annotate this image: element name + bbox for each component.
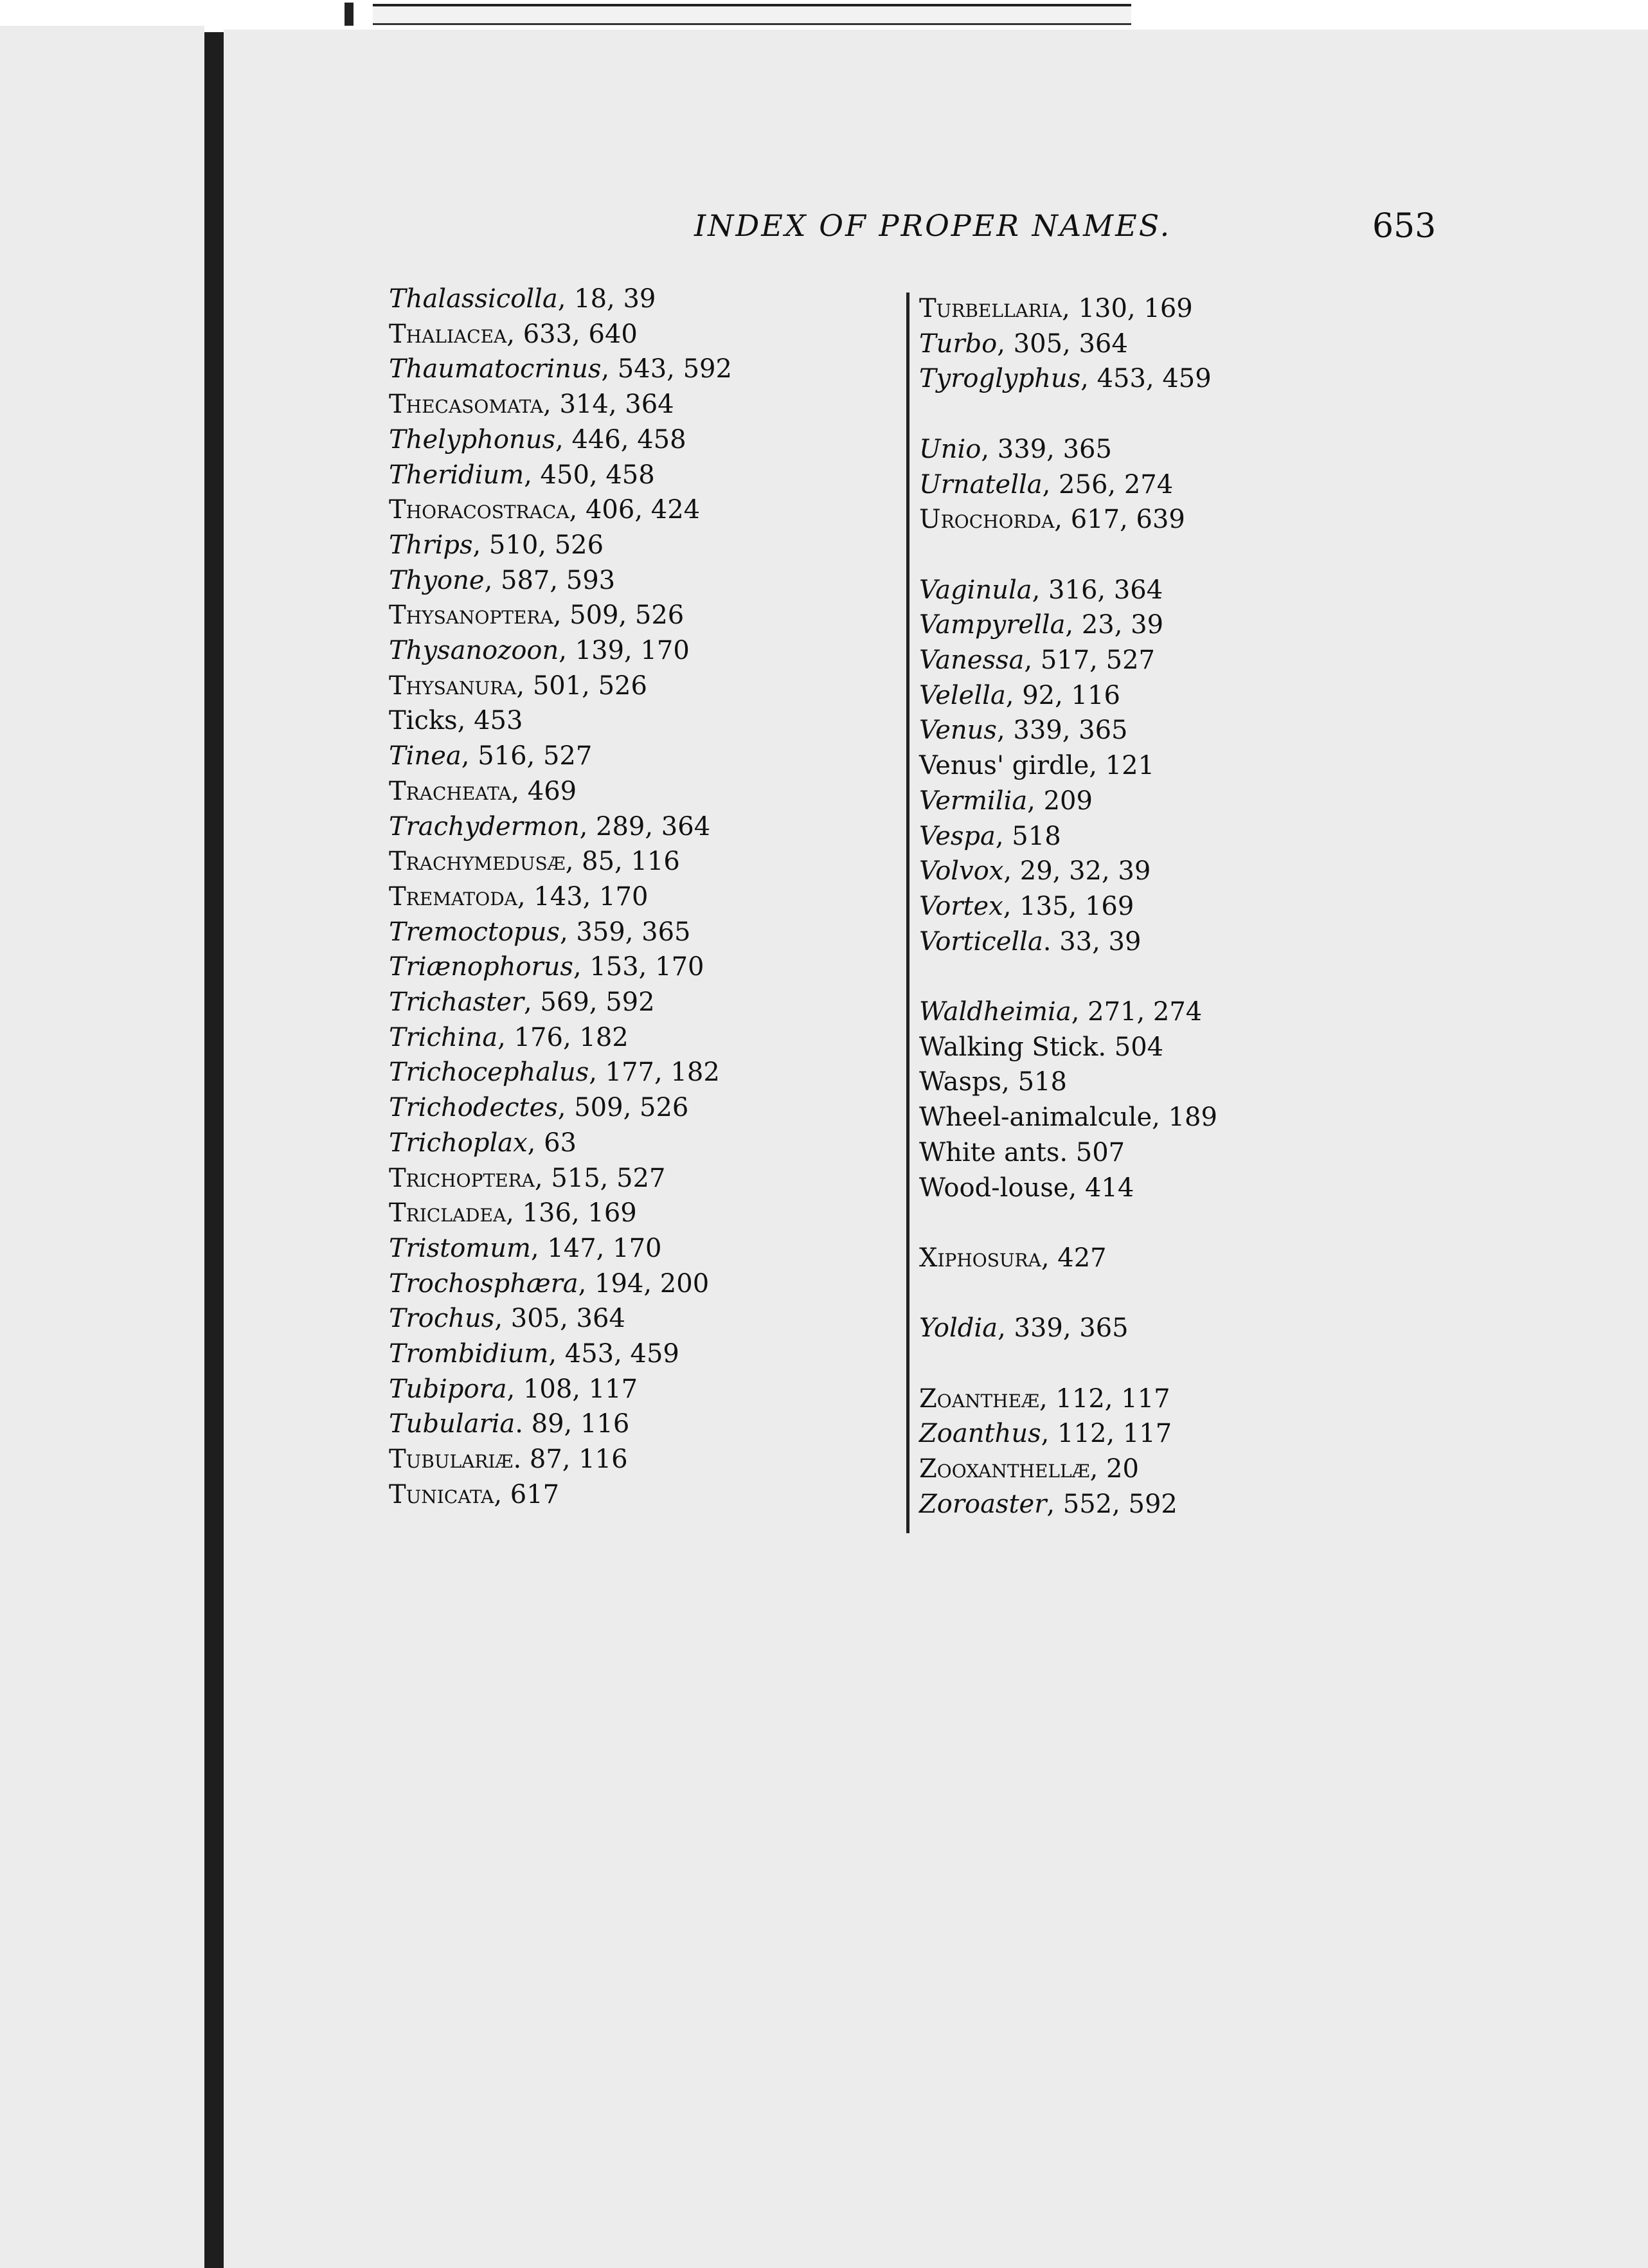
entry-name: Wheel-animalcule — [919, 1102, 1152, 1133]
entry-pages: . 507 — [1059, 1137, 1125, 1167]
index-entry — [389, 1338, 679, 1372]
entry-name: Zooxanthellæ — [919, 1454, 1090, 1484]
index-entry — [389, 740, 592, 775]
entry-name: Tyroglyphus — [919, 364, 1081, 394]
entry-name: Unio — [919, 434, 981, 464]
index-entry — [389, 1443, 628, 1478]
entry-pages: , 569, 592 — [524, 987, 655, 1017]
entry-name: White ants — [919, 1137, 1060, 1167]
entry-name: Vorticella — [919, 926, 1043, 957]
index-entry — [919, 292, 1193, 327]
entry-pages: , 305, 364 — [494, 1304, 625, 1334]
entry-pages: . 87, 116 — [513, 1444, 628, 1475]
index-entry — [389, 1162, 665, 1197]
entry-pages: , 316, 364 — [1032, 575, 1163, 605]
entry-name: Thysanoptera — [389, 600, 553, 631]
index-entry — [389, 599, 684, 634]
entry-pages: , 587, 593 — [484, 565, 616, 595]
entry-pages: , 139, 170 — [559, 636, 690, 665]
index-entry — [389, 564, 615, 599]
entry-name: Tubulariæ — [389, 1444, 514, 1475]
entry-pages: , 453, 459 — [548, 1339, 679, 1369]
index-entry — [919, 469, 1173, 503]
entry-pages: , 112, 117 — [1041, 1419, 1172, 1449]
index-entry — [389, 951, 704, 986]
index-entry — [919, 1418, 1172, 1452]
entry-pages: , 314, 364 — [543, 390, 674, 420]
index-entry — [389, 1197, 637, 1232]
entry-pages: , 509, 526 — [557, 1093, 689, 1123]
entry-pages: , 453 — [457, 706, 523, 736]
entry-name: Tinea — [389, 741, 461, 771]
index-entry — [919, 503, 1185, 538]
index-entry — [389, 318, 638, 353]
entry-pages: , 177, 182 — [589, 1058, 720, 1088]
entry-name: Vaginula — [919, 575, 1032, 605]
entry-pages: , 543, 592 — [601, 354, 732, 384]
index-entry — [919, 750, 1154, 784]
entry-pages: , 18, 39 — [557, 284, 656, 314]
entry-name: Thelyphonus — [389, 424, 556, 455]
entry-name: Triænophorus — [389, 952, 573, 982]
entry-name: Vampyrella — [919, 610, 1066, 640]
index-entry — [919, 714, 1128, 749]
entry-name: Tubularia — [389, 1409, 515, 1439]
entry-pages: , 23, 39 — [1065, 610, 1164, 640]
entry-name: Vortex — [919, 891, 1003, 921]
entry-pages: , 515, 527 — [534, 1163, 666, 1193]
entry-name: Volvox — [919, 856, 1004, 887]
entry-pages: . 33, 39 — [1043, 926, 1142, 957]
entry-name: Tristomum — [389, 1233, 531, 1263]
index-entry — [389, 986, 655, 1021]
entry-name: Walking Stick — [919, 1032, 1098, 1062]
entry-name: Zoantheæ — [919, 1383, 1040, 1414]
index-entry — [389, 1127, 577, 1162]
entry-name: Zoroaster — [919, 1489, 1047, 1519]
entry-pages: , 20 — [1089, 1454, 1139, 1484]
entry-name: Wood-louse — [919, 1173, 1069, 1203]
index-entry — [389, 459, 655, 494]
index-entry — [919, 1383, 1170, 1418]
entry-name: Venus — [919, 716, 997, 746]
entry-name: Xiphosura — [919, 1243, 1041, 1273]
index-entry — [919, 644, 1155, 679]
index-entry — [389, 670, 647, 705]
entry-pages: , 143, 170 — [517, 881, 649, 912]
entry-pages: , 510, 526 — [472, 530, 604, 560]
entry-name: Zoanthus — [919, 1419, 1041, 1449]
entry-pages: , 617 — [494, 1479, 560, 1509]
entry-pages: , 453, 459 — [1080, 364, 1212, 394]
index-entry — [389, 388, 674, 423]
index-entry — [389, 424, 686, 458]
entry-pages: , 517, 527 — [1024, 645, 1155, 675]
index-entry — [389, 1302, 625, 1337]
index-entry — [389, 529, 604, 564]
entry-pages: , 414 — [1068, 1173, 1134, 1203]
entry-pages: , 121 — [1089, 751, 1155, 781]
entry-name: Turbo — [919, 328, 998, 359]
index-entry — [919, 574, 1163, 609]
entry-pages: , 189 — [1152, 1102, 1217, 1133]
index-entry — [389, 1092, 688, 1126]
index-entry — [919, 609, 1163, 644]
entry-name: Tricladea — [389, 1198, 506, 1228]
entry-pages: , 518 — [995, 821, 1061, 851]
entry-pages: , 633, 640 — [506, 319, 638, 349]
scanner-mark — [345, 3, 354, 26]
entry-pages: , 305, 364 — [997, 328, 1128, 359]
entry-name: Venus' girdle — [919, 751, 1089, 781]
entry-name: Trichoptera — [389, 1163, 535, 1193]
entry-name: Thecasomata — [389, 390, 544, 420]
entry-pages: . 89, 116 — [515, 1409, 630, 1439]
entry-pages: , 509, 526 — [553, 600, 685, 631]
index-entry — [919, 855, 1151, 890]
index-entry — [919, 328, 1128, 363]
entry-name: Tubipora — [389, 1374, 507, 1404]
entry-pages: , 209 — [1027, 786, 1093, 816]
entry-pages: , 29, 32, 39 — [1003, 856, 1151, 887]
entry-pages: , 194, 200 — [578, 1268, 710, 1299]
entry-name: Trombidium — [389, 1339, 549, 1369]
entry-pages: , 271, 274 — [1071, 997, 1203, 1027]
index-entry — [389, 283, 656, 318]
entry-name: Thysanura — [389, 670, 517, 701]
index-entry — [389, 634, 690, 669]
entry-name: Urnatella — [919, 469, 1043, 500]
entry-pages: , 112, 117 — [1039, 1383, 1170, 1414]
index-entry — [919, 1101, 1217, 1136]
entry-pages: , 63 — [527, 1128, 577, 1158]
entry-name: Vermilia — [919, 786, 1028, 816]
entry-pages: , 516, 527 — [461, 741, 593, 771]
entry-name: Trachymedusæ — [389, 847, 566, 877]
entry-pages: , 153, 170 — [573, 952, 704, 982]
entry-name: Trochosphæra — [389, 1268, 578, 1299]
entry-name: Thrips — [389, 530, 473, 560]
entry-name: Urochorda — [919, 505, 1055, 535]
index-entry — [389, 705, 523, 739]
entry-pages: , 136, 169 — [506, 1198, 637, 1228]
index-entry — [389, 1373, 638, 1408]
index-entry — [919, 1242, 1107, 1277]
column-rule — [906, 292, 909, 1533]
entry-pages: , 617, 639 — [1054, 505, 1185, 535]
entry-name: Thysanozoon — [389, 636, 559, 665]
index-entry — [389, 1408, 629, 1443]
index-entry — [389, 1232, 661, 1267]
entry-name: Waldheimia — [919, 997, 1071, 1027]
running-header: INDEX OF PROPER NAMES. — [694, 208, 1172, 243]
entry-name: Trichaster — [389, 987, 524, 1017]
entry-pages: , 256, 274 — [1042, 469, 1174, 500]
index-entry — [919, 1066, 1067, 1101]
entry-pages: , 552, 592 — [1046, 1489, 1178, 1519]
index-entry — [919, 680, 1120, 714]
entry-pages: , 359, 365 — [559, 917, 691, 947]
index-entry — [389, 1022, 629, 1056]
entry-name: Thaumatocrinus — [389, 354, 602, 384]
entry-pages: , 130, 169 — [1062, 294, 1193, 323]
entry-pages: , 147, 170 — [530, 1233, 662, 1263]
entry-name: Trichina — [389, 1022, 498, 1052]
index-entry — [919, 1031, 1163, 1066]
entry-name: Wasps — [919, 1067, 1002, 1097]
entry-name: Vespa — [919, 821, 996, 851]
entry-pages: , 339, 365 — [996, 716, 1128, 746]
entry-name: Trachydermon — [389, 811, 580, 842]
entry-name: Tracheata — [389, 776, 512, 806]
index-entry — [919, 890, 1134, 925]
entry-name: Trematoda — [389, 881, 517, 912]
entry-pages: , 501, 526 — [516, 670, 647, 701]
index-entry — [389, 775, 577, 810]
entry-name: Trichoplax — [389, 1128, 528, 1158]
entry-pages: , 85, 116 — [565, 847, 680, 877]
entry-name: Trichocephalus — [389, 1058, 589, 1088]
index-entry — [919, 433, 1112, 468]
index-entry — [389, 494, 700, 528]
entry-pages: , 427 — [1041, 1243, 1107, 1273]
entry-pages: , 92, 116 — [1005, 680, 1120, 710]
entry-pages: , 469 — [511, 776, 577, 806]
entry-name: Thalassicolla — [389, 284, 558, 314]
index-entry — [389, 881, 648, 915]
entry-pages: . 504 — [1098, 1032, 1164, 1062]
index-entry — [919, 1453, 1139, 1488]
page-number: 653 — [1372, 207, 1437, 246]
index-entry — [919, 1137, 1125, 1171]
entry-pages: , 176, 182 — [497, 1022, 629, 1052]
index-entry — [919, 996, 1202, 1030]
entry-pages: , 518 — [1001, 1067, 1067, 1097]
entry-name: Tremoctopus — [389, 917, 560, 947]
entry-name: Vanessa — [919, 645, 1025, 675]
index-entry — [389, 1268, 709, 1302]
entry-pages: , 339, 365 — [981, 434, 1112, 464]
index-entry — [389, 845, 680, 880]
entry-name: Turbellaria — [919, 294, 1062, 323]
index-entry — [919, 363, 1212, 397]
entry-pages: , 406, 424 — [569, 495, 701, 525]
index-entry — [919, 1488, 1178, 1523]
entry-name: Thaliacea — [389, 319, 507, 349]
index-entry — [919, 926, 1141, 960]
page-edge-tab — [373, 4, 1131, 25]
entry-name: Velella — [919, 680, 1006, 710]
entry-pages: , 289, 364 — [579, 811, 711, 842]
entry-name: Thyone — [389, 565, 485, 595]
index-entry — [919, 1172, 1134, 1207]
entry-name: Trochus — [389, 1304, 495, 1334]
index-entry — [389, 353, 732, 388]
entry-name: Theridium — [389, 460, 524, 490]
book-gutter — [204, 32, 224, 2268]
index-entry — [389, 1479, 559, 1513]
entry-pages: , 446, 458 — [555, 424, 686, 455]
index-entry — [919, 785, 1093, 820]
index-entry — [389, 1056, 720, 1091]
index-entry — [919, 820, 1061, 855]
entry-name: Yoldia — [919, 1313, 998, 1344]
facing-page — [0, 26, 204, 2268]
entry-pages: , 339, 365 — [998, 1313, 1129, 1344]
index-entry — [389, 811, 710, 845]
entry-name: Thoracostraca — [389, 495, 569, 525]
entry-name: Ticks — [389, 706, 458, 736]
entry-pages: , 135, 169 — [1003, 891, 1134, 921]
entry-pages: , 108, 117 — [506, 1374, 638, 1404]
index-entry — [919, 1312, 1129, 1347]
entry-name: Tunicata — [389, 1479, 494, 1509]
entry-pages: , 450, 458 — [524, 460, 655, 490]
index-entry — [389, 916, 691, 951]
entry-name: Trichodectes — [389, 1093, 558, 1123]
